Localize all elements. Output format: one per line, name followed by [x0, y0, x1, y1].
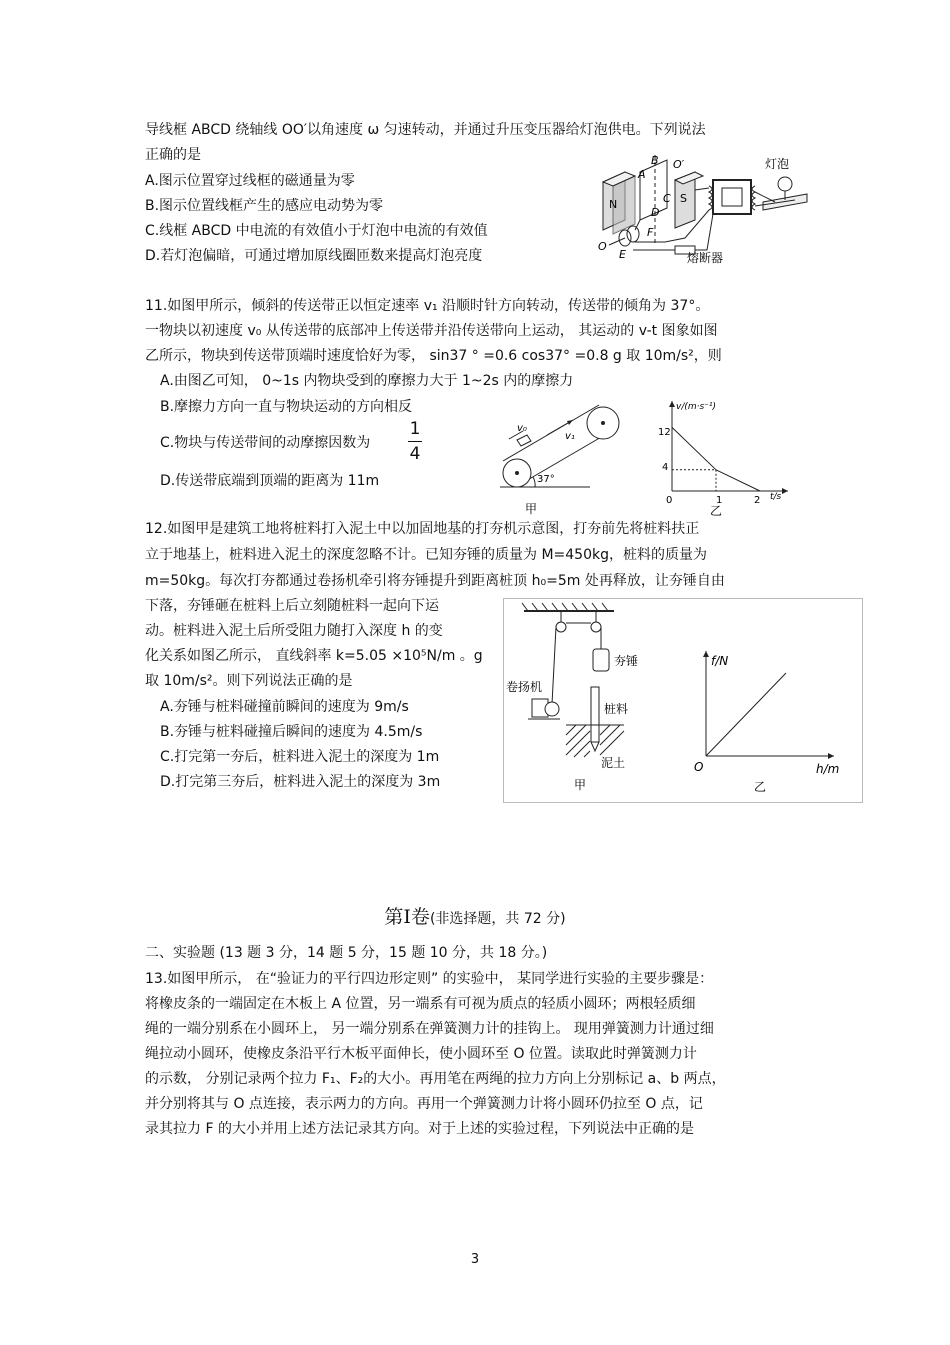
x-tick-1: 1	[716, 495, 723, 506]
q13-line-5: 的示数， 分别记录两个拉力 F₁、F₂的大小。再用笔在两绳的拉力方向上分别标记 a、b 两点，	[145, 1071, 726, 1087]
x-axis-label: t/s	[770, 492, 782, 502]
q11-option-c: C.物块与传送带间的动摩擦因数为	[160, 435, 371, 451]
fuse-label: 熔断器	[687, 251, 724, 265]
figure-jia-caption: 甲	[574, 778, 587, 792]
q10-generator-figure	[595, 150, 815, 265]
q12-option-d: D.打完第三夯后，桩料进入泥土的深度为 3m	[160, 774, 441, 790]
q13-line-4: 绳拉动小圆环，使橡皮条沿平行木板平面伸长，使小圆环至 O 位置。读取此时弹簧测力计	[145, 1046, 697, 1062]
q12-option-a: A.夯锤与桩料碰撞前瞬间的速度为 9m/s	[160, 699, 409, 715]
q13-line-1: 13.如图甲所示， 在“验证力的平行四边形定则” 的实验中， 某同学进行实验的主要步骤是：	[145, 971, 714, 987]
f-label: F	[647, 226, 654, 239]
h-axis-label: h/m	[816, 762, 840, 776]
q13-line-2: 将橡皮条的一端固定在木板上 A 位置，另一端系有可视为质点的轻质小圆环；两根轻质细	[145, 996, 696, 1012]
q11-line-1: 11.如图甲所示，倾斜的传送带正以恒定速率 v₁ 沿顺时针方向转动，传送带的倾角为 37°。	[145, 298, 710, 314]
q11-line-2: 一物块以初速度 v₀ 从传送带的底部冲上传送带并沿传送带向上运动， 其运动的 v-t 图象如图	[145, 323, 718, 339]
c-label: C	[663, 192, 671, 205]
section-title-main: 第Ⅰ卷	[384, 906, 430, 928]
q13-line-3: 绳的一端分别系在小圆环上， 另一端分别系在弹簧测力计的挂钩上。 现用弹簧测力计通过细	[145, 1021, 714, 1037]
q11-option-a: A.由图乙可知， 0~1s 内物块受到的摩擦力大于 1~2s 内的摩擦力	[160, 373, 574, 389]
a-label: A	[638, 168, 646, 181]
winch-label: 卷扬机	[506, 680, 543, 694]
q12-line-4: 下落，夯锤砸在桩料上后立刻随桩料一起向下运	[145, 598, 439, 614]
q10-option-b: B.图示位置线框产生的感应电动势为零	[145, 198, 384, 214]
q10-line-2: 正确的是	[145, 147, 201, 163]
figure-yi-caption: 乙	[754, 780, 767, 794]
q11-option-b: B.摩擦力方向一直与物块运动的方向相反	[160, 399, 413, 415]
angle-label: 37°	[537, 474, 555, 485]
v0-label: v₀	[517, 423, 527, 434]
o-prime-label: O′	[673, 158, 685, 171]
q13-line-7: 录其拉力 F 的大小并用上述方法记录其方向。对于上述的实验过程，下列说法中正确的是	[145, 1121, 694, 1137]
f-h-line	[706, 673, 786, 756]
s-pole-label: S	[680, 192, 687, 205]
d-label: D	[651, 206, 660, 219]
q10-option-a: A.图示位置穿过线框的磁通量为零	[145, 173, 355, 189]
page-number: 3	[470, 1252, 480, 1267]
f-axis-label: f/N	[711, 654, 729, 668]
q12-pile-driver-figure	[503, 598, 863, 803]
q11-conveyor-figure	[495, 395, 630, 520]
q12-line-7: 取 10m/s²。则下列说法正确的是	[145, 673, 353, 689]
vt-chart	[650, 395, 795, 520]
q11-line-3: 乙所示，物块到传送带顶端时速度恰好为零， sin37 ° =0.6 cos37° =0.8 g 取 10m/s²，则	[145, 348, 722, 364]
q12-option-b: B.夯锤与桩料碰撞后瞬间的速度为 4.5m/s	[160, 724, 423, 740]
e-label: E	[619, 248, 626, 261]
fraction-denominator: 4	[409, 444, 421, 464]
n-pole-label: N	[609, 198, 618, 211]
pile-label: 桩料	[604, 702, 629, 716]
q10-option-d: D.若灯泡偏暗，可通过增加原线圈匝数来提高灯泡亮度	[145, 248, 483, 264]
v1-label: v₁	[565, 431, 575, 442]
q12-line-2: 立于地基上，桩料进入泥土的深度忽略不计。已知夯锤的质量为 M=450kg，桩料的质量为	[145, 547, 707, 563]
b-label: B	[651, 154, 659, 167]
q13-line-6: 并分别将其与 O 点连接，表示两力的方向。再用一个弹簧测力计将小圆环仍拉至 O 点，记	[145, 1096, 703, 1112]
q12-line-1: 12.如图甲是建筑工地将桩料打入泥土中以加固地基的打夯机示意图，打夯前先将桩料扶正	[145, 521, 700, 537]
section-title	[0, 902, 950, 929]
experiment-heading: 二、实验题 (13 题 3 分，14 题 5 分，15 题 10 分，共 18 分。)	[145, 945, 548, 961]
bulb-label: 灯泡	[765, 157, 790, 171]
x-tick-2: 2	[754, 495, 761, 506]
q12-line-5: 动。桩料进入泥土后所受阻力随打入深度 h 的变	[145, 623, 443, 639]
o-label: O	[598, 240, 607, 253]
x-tick-0: 0	[666, 495, 673, 506]
vt-line-segment-2	[716, 470, 760, 491]
hammer-label: 夯锤	[614, 654, 639, 668]
q10-option-c: C.线框 ABCD 中电流的有效值小于灯泡中电流的有效值	[145, 223, 488, 239]
figure-jia-caption: 甲	[525, 502, 538, 516]
figure-yi-caption: 乙	[710, 504, 723, 518]
q12-line-6: 化关系如图乙所示， 直线斜率 k=5.05 ×10⁵N/m 。g	[145, 648, 483, 664]
q12-line-3: m=50kg。每次打夯都通过卷扬机牵引将夯锤提升到距离桩顶 h₀=5m 处再释放，让夯锤自由	[145, 573, 725, 589]
y-tick-4: 4	[662, 462, 669, 473]
section-title-sub: (非选择题，共 72 分)	[429, 911, 566, 927]
q11-option-d: D.传送带底端到顶端的距离为 11m	[160, 473, 380, 489]
q12-option-c: C.打完第一夯后，桩料进入泥土的深度为 1m	[160, 749, 440, 765]
vt-line-segment-1	[672, 427, 716, 469]
fraction-numerator: 1	[409, 419, 421, 439]
origin-label: O	[694, 760, 704, 774]
y-axis-label: v/(m·s⁻¹)	[676, 402, 717, 412]
soil-label: 泥土	[601, 756, 626, 770]
q10-line-1: 导线框 ABCD 绕轴线 OO′以角速度 ω 匀速转动，并通过升压变压器给灯泡供电。下列说法	[145, 122, 706, 138]
friction-coefficient-fraction	[408, 418, 422, 465]
y-tick-12: 12	[658, 427, 671, 438]
